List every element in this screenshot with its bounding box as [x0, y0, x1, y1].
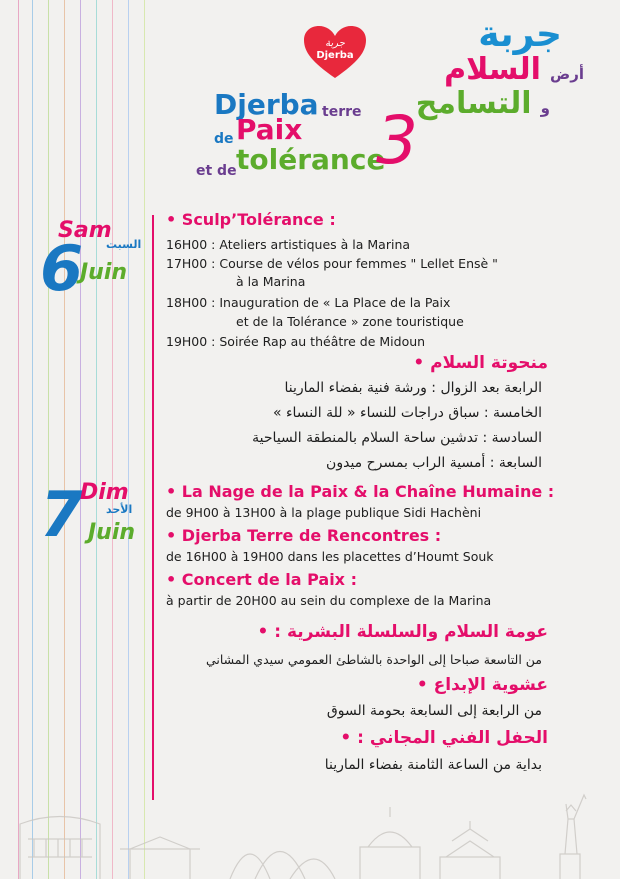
nage-line: de 9H00 à 13H00 à la plage publique Sidi Hachèni: [166, 505, 482, 520]
section-title-achouia: عشوية الإبداع •: [416, 675, 548, 695]
manhouta-line-2: الخامسة : سباق دراجات للنساء « للة النساء »: [272, 405, 542, 421]
hafl-line: بداية من الساعة الثامنة بفضاء المارينا: [324, 757, 542, 773]
arabic-prefix-2: و: [540, 99, 550, 117]
day1-number: 6: [40, 232, 84, 305]
section-title-ouma: عومة السلام والسلسلة البشرية : •: [257, 622, 548, 642]
arabic-prefix-1: أرض: [550, 65, 584, 83]
sculp-line-3: à la Marina: [236, 274, 306, 289]
title-terre: terre: [322, 104, 362, 120]
manhouta-line-1: الرابعة بعد الزوال : ورشة فنية بفضاء المارينا: [284, 380, 542, 396]
divider-rule: [152, 215, 154, 800]
manhouta-line-4: السابعة : أمسية الراب بمسرح ميدون: [326, 455, 542, 471]
day1-name-arabic: السبت: [106, 238, 142, 251]
sculp-line-6: 19H00 : Soirée Rap au théâtre de Midoun: [166, 334, 426, 349]
concert-line: à partir de 20H00 au sein du complexe de la Marina: [166, 593, 492, 608]
achouia-line: من الرابعة إلى السابعة بحومة السوق: [326, 703, 542, 719]
arabic-word-peace: السلام: [444, 52, 541, 87]
heart-arabic: جربة: [325, 38, 345, 49]
heart-label: Djerba: [316, 50, 354, 61]
day2-name-arabic: الأحد: [106, 503, 133, 516]
section-title-sculp: • Sculp’Tolérance :: [166, 210, 336, 229]
day1-name: Sam: [58, 218, 112, 243]
day2-month: Juin: [88, 520, 136, 545]
title-djerba: Djerba: [214, 88, 319, 121]
sculp-line-2: 17H00 : Course de vélos pour femmes " Lellet Ensè ": [166, 256, 498, 271]
title-tolerance: tolérance: [236, 143, 386, 176]
rencontres-line: de 16H00 à 19H00 dans les placettes d’Houmt Souk: [166, 549, 494, 564]
day2-name: Dim: [80, 480, 129, 505]
sculp-line-4: 18H00 : Inauguration de « La Place de la Paix: [166, 295, 451, 310]
arabic-subtitle-2: [416, 86, 550, 121]
title-paix: Paix: [236, 113, 303, 146]
arabic-word-tolerance: التسامح: [415, 86, 532, 121]
title-et-de: et de: [196, 163, 237, 179]
title-de: de: [214, 131, 234, 147]
day2-number: 7: [40, 478, 84, 551]
manhouta-line-3: السادسة : تدشين ساحة السلام بالمنطقة السياحية: [252, 430, 542, 446]
monuments-skyline-illustration: [0, 729, 620, 879]
section-title-hafl: الحفل الفني المجاني : •: [340, 728, 548, 748]
section-title-rencontres: • Djerba Terre de Rencontres :: [166, 526, 442, 545]
sculp-line-1: 16H00 : Ateliers artistiques à la Marina: [166, 237, 411, 252]
arabic-subtitle-1: [444, 52, 584, 87]
arabic-title: جربة: [478, 14, 562, 55]
section-title-manhouta: منحوتة السلام •: [413, 353, 548, 373]
day1-month: Juin: [80, 260, 128, 285]
sculp-line-5: et de la Tolérance » zone touristique: [236, 314, 464, 329]
section-title-nage: • La Nage de la Paix & la Chaîne Humaine :: [166, 482, 555, 501]
ouma-line: من التاسعة صباحا إلى الواحدة بالشاطئ العمومي سيدي المشاني: [205, 652, 542, 667]
section-title-concert: • Concert de la Paix :: [166, 570, 357, 589]
edition-number: 3: [376, 102, 418, 179]
